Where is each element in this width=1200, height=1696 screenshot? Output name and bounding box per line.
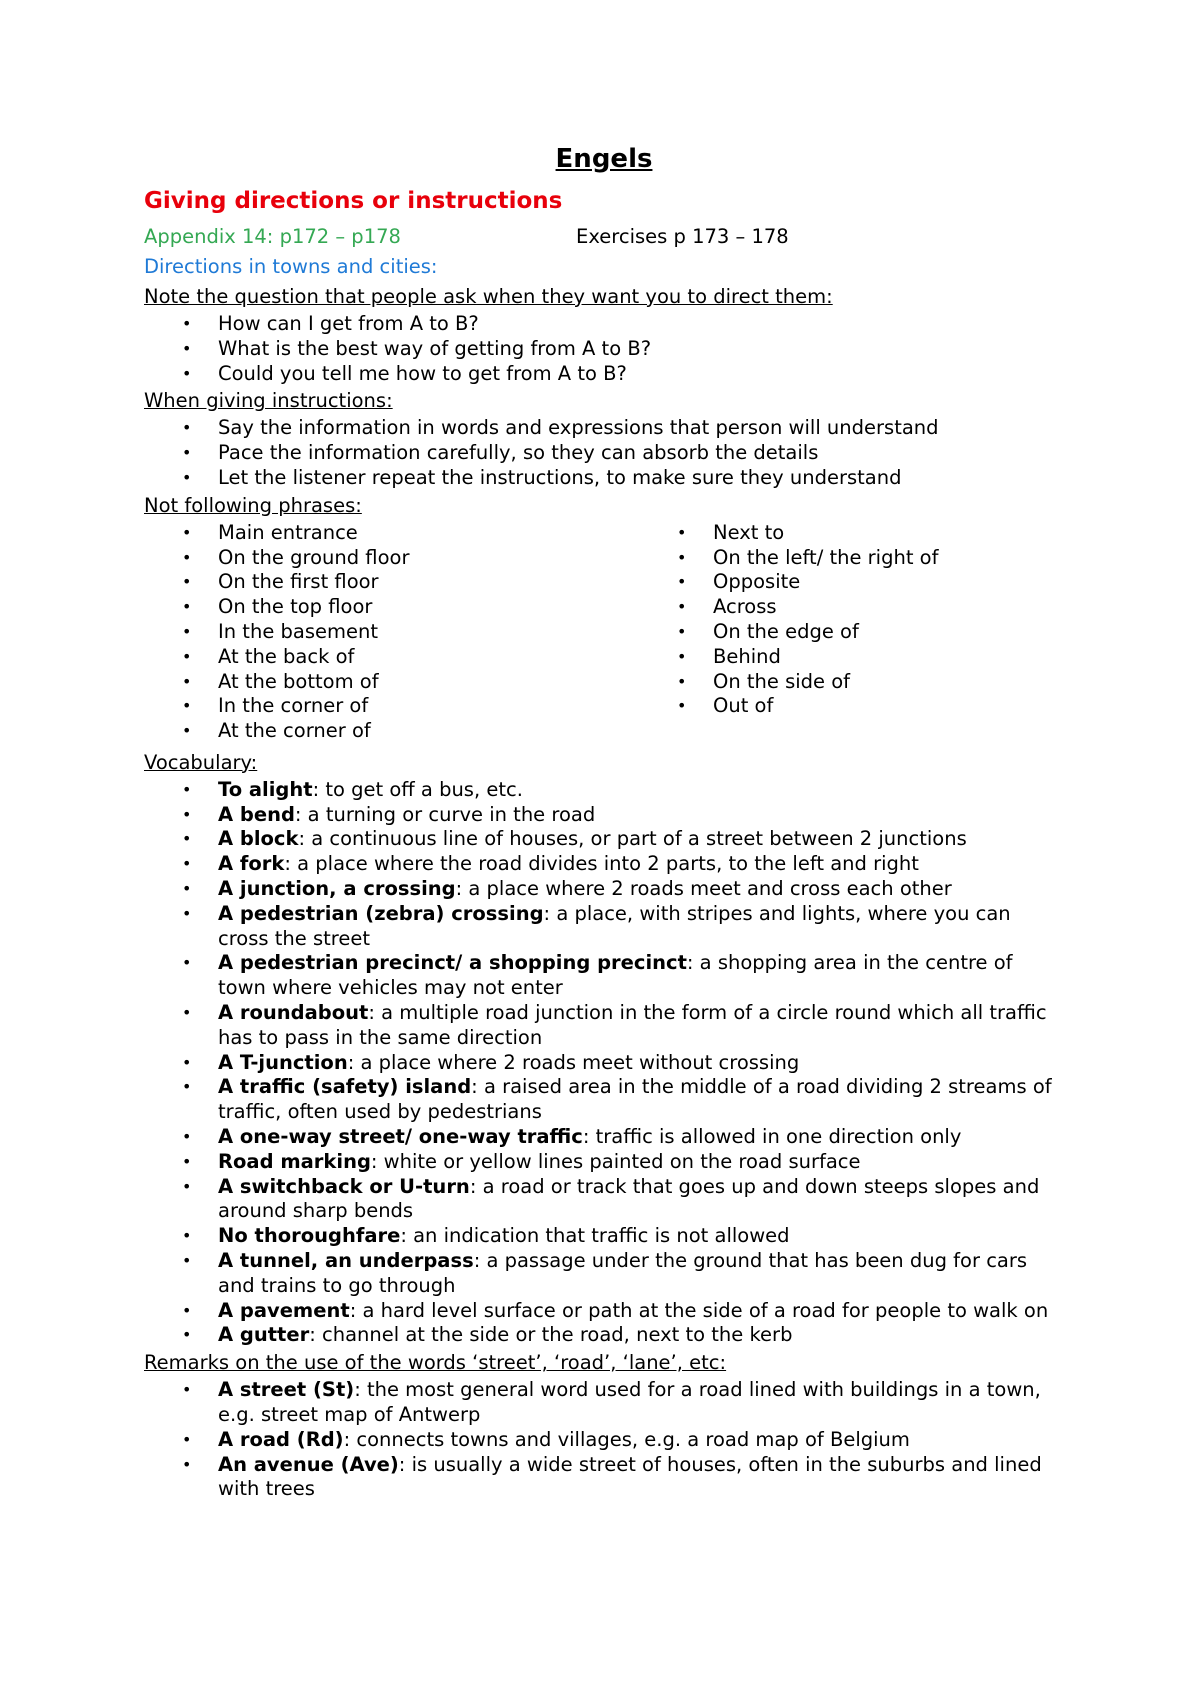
vocabulary-item <box>144 1299 1064 1324</box>
vocabulary-item-definition: : a place, with stripes and lights, where you can cross the street <box>218 901 1011 950</box>
bullet-icon: • <box>182 1002 192 1022</box>
bullet-icon: • <box>182 572 192 592</box>
vocabulary-item-definition: : channel at the side or the road, next to the kerb <box>309 1323 793 1347</box>
vocabulary-item-term: A switchback or U-turn <box>218 1174 470 1198</box>
bullet-icon: • <box>677 547 687 567</box>
bullet-icon: • <box>182 363 192 383</box>
instruction-item <box>144 441 1064 466</box>
instruction-item-text: Let the listener repeat the instructions, to make sure they understand <box>218 465 902 489</box>
bullet-icon: • <box>182 903 192 923</box>
remark-item <box>144 1453 1064 1503</box>
vocabulary-item <box>144 1175 1064 1225</box>
directions-heading: Directions in towns and cities: <box>144 255 438 278</box>
vocabulary-item <box>144 1125 1064 1150</box>
phrases-left-list <box>144 521 624 744</box>
phrase-item-text: At the corner of <box>218 719 371 743</box>
bullet-icon: • <box>182 597 192 617</box>
bullet-icon: • <box>182 443 192 463</box>
vocabulary-item-term: A T-junction <box>218 1050 348 1074</box>
vocabulary-item-term: A traffic (safety) island <box>218 1075 472 1099</box>
vocabulary-item <box>144 803 1064 828</box>
bullet-icon: • <box>677 522 687 542</box>
vocabulary-item <box>144 1051 1064 1076</box>
vocabulary-item-term: A one-way street/ one-way traffic <box>218 1124 583 1148</box>
instruction-item <box>144 416 1064 441</box>
vocabulary-item <box>144 1224 1064 1249</box>
phrase-item <box>639 620 1059 645</box>
bullet-icon: • <box>182 1052 192 1072</box>
phrase-item <box>144 719 624 744</box>
vocabulary-list <box>144 778 1064 1348</box>
phrase-item <box>639 694 1059 719</box>
phrase-item-text: On the ground floor <box>218 545 410 569</box>
vocabulary-item-definition: : a place where 2 roads meet without crossing <box>347 1050 800 1074</box>
vocabulary-item <box>144 778 1064 803</box>
remarks-list <box>144 1378 1064 1502</box>
phrase-item <box>144 620 624 645</box>
bullet-icon: • <box>182 1300 192 1320</box>
phrase-item-text: Out of <box>713 694 774 718</box>
bullet-icon: • <box>677 621 687 641</box>
phrases-right-list <box>639 521 1059 719</box>
vocabulary-item-term: A pedestrian precinct/ a shopping precinct <box>218 951 687 975</box>
question-item <box>144 362 1064 387</box>
phrase-item <box>144 595 624 620</box>
bullet-icon: • <box>182 467 192 487</box>
bullet-icon: • <box>182 1077 192 1097</box>
vocabulary-item <box>144 1249 1064 1299</box>
vocabulary-item <box>144 852 1064 877</box>
vocabulary-item-definition: : a continuous line of houses, or part of a street between 2 junctions <box>298 827 967 851</box>
phrases-heading: Not following phrases: <box>144 493 362 517</box>
instruction-item-text: Pace the information carefully, so they can absorb the details <box>218 441 819 465</box>
vocabulary-item <box>144 902 1064 952</box>
bullet-icon: • <box>182 829 192 849</box>
phrase-item-text: On the top floor <box>218 595 373 619</box>
phrase-item-text: Next to <box>713 520 785 544</box>
vocabulary-item-definition: : a shopping area in the centre of town where vehicles may not enter <box>218 951 1013 1000</box>
bullet-icon: • <box>677 646 687 666</box>
vocabulary-item-definition: : a passage under the ground that has been dug for cars and trains to go through <box>218 1248 1028 1297</box>
vocabulary-item-term: A block <box>218 827 299 851</box>
remark-item-term: An avenue (Ave) <box>218 1452 399 1476</box>
bullet-icon: • <box>182 878 192 898</box>
bullet-icon: • <box>182 1176 192 1196</box>
instructions-heading: When giving instructions: <box>144 389 393 413</box>
remark-item <box>144 1378 1064 1428</box>
phrases-columns <box>144 521 1064 748</box>
phrase-item-text: Main entrance <box>218 520 358 544</box>
vocabulary-item-term: To alight <box>218 777 313 801</box>
question-item <box>144 337 1064 362</box>
appendix-reference: Appendix 14: p172 – p178 <box>144 225 401 248</box>
vocabulary-item-term: A bend <box>218 802 295 826</box>
vocabulary-item-definition: : a multiple road junction in the form of a circle round which all traffic has to pass in the same direction <box>218 1000 1047 1049</box>
phrase-item-text: In the basement <box>218 619 378 643</box>
remark-item-term: A street (St) <box>218 1378 355 1402</box>
phrase-item <box>144 670 624 695</box>
remarks-heading: Remarks on the use of the words ‘street’, ‘road’, ‘lane’, etc: <box>144 1351 727 1375</box>
bullet-icon: • <box>182 621 192 641</box>
phrase-item-text: At the bottom of <box>218 669 379 693</box>
phrase-item <box>639 570 1059 595</box>
phrase-item <box>144 521 624 546</box>
phrase-item <box>144 645 624 670</box>
vocabulary-item-term: A roundabout <box>218 1000 369 1024</box>
vocabulary-item-term: A junction, a crossing <box>218 876 456 900</box>
phrase-item-text: On the first floor <box>218 570 379 594</box>
bullet-icon: • <box>677 696 687 716</box>
question-item-text: Could you tell me how to get from A to B? <box>218 361 627 385</box>
phrase-item-text: Opposite <box>713 570 801 594</box>
bullet-icon: • <box>182 547 192 567</box>
vocabulary-item-definition: : a road or track that goes up and down steeps slopes and around sharp bends <box>218 1174 1040 1223</box>
bullet-icon: • <box>677 597 687 617</box>
phrase-item <box>639 521 1059 546</box>
vocabulary-item-definition: : a place where the road divides into 2 parts, to the left and right <box>284 852 919 876</box>
vocabulary-item <box>144 1075 1064 1125</box>
bullet-icon: • <box>182 854 192 874</box>
vocabulary-item-definition: : white or yellow lines painted on the road surface <box>370 1149 861 1173</box>
bullet-icon: • <box>182 418 192 438</box>
phrase-item-text: On the edge of <box>713 619 859 643</box>
vocabulary-item-term: A gutter <box>218 1323 310 1347</box>
phrase-item <box>639 595 1059 620</box>
bullet-icon: • <box>182 1325 192 1345</box>
phrase-item-text: Across <box>713 595 777 619</box>
bullet-icon: • <box>182 953 192 973</box>
vocabulary-item-term: No thoroughfare <box>218 1224 401 1248</box>
vocabulary-item <box>144 877 1064 902</box>
vocabulary-item <box>144 1150 1064 1175</box>
bullet-icon: • <box>182 779 192 799</box>
remark-item-definition: : is usually a wide street of houses, often in the suburbs and lined with trees <box>218 1452 1042 1501</box>
phrase-item-text: Behind <box>713 644 781 668</box>
bullet-icon: • <box>182 1380 192 1400</box>
appendix-line <box>144 222 1064 252</box>
phrase-item <box>639 670 1059 695</box>
question-heading: Note the question that people ask when they want you to direct them: <box>144 285 833 308</box>
bullet-icon: • <box>182 646 192 666</box>
remark-item-definition: : the most general word used for a road lined with buildings in a town, e.g. street map of Antwerp <box>218 1378 1041 1426</box>
bullet-icon: • <box>182 671 192 691</box>
questions-list <box>144 312 1064 386</box>
bullet-icon: • <box>182 314 192 333</box>
vocabulary-item <box>144 1323 1064 1348</box>
vocabulary-item-term: A pavement <box>218 1298 350 1322</box>
instruction-item <box>144 466 1064 491</box>
vocabulary-item-definition: : a hard level surface or path at the side of a road for people to walk on <box>349 1298 1049 1322</box>
vocabulary-item <box>144 951 1064 1001</box>
vocabulary-item <box>144 827 1064 852</box>
phrase-item <box>639 546 1059 571</box>
remark-item-term: A road (Rd) <box>218 1427 344 1451</box>
bullet-icon: • <box>182 1226 192 1246</box>
phrase-item <box>144 694 624 719</box>
subtitle: Giving directions or instructions <box>144 188 563 214</box>
vocabulary-item-term: A pedestrian (zebra) crossing <box>218 901 544 925</box>
phrase-item <box>639 645 1059 670</box>
question-item <box>144 312 1064 337</box>
bullet-icon: • <box>182 1151 192 1171</box>
exercises-reference: Exercises p 173 – 178 <box>576 225 789 248</box>
phrase-item <box>144 546 624 571</box>
bullet-icon: • <box>677 671 687 691</box>
phrase-item-text: At the back of <box>218 644 355 668</box>
bullet-icon: • <box>182 721 192 741</box>
bullet-icon: • <box>182 522 192 542</box>
vocabulary-item-definition: : to get off a bus, etc. <box>312 777 523 801</box>
vocabulary-item <box>144 1001 1064 1051</box>
phrase-item-text: In the corner of <box>218 694 369 718</box>
remark-item <box>144 1428 1064 1453</box>
phrase-item-text: On the side of <box>713 669 851 693</box>
page-title: Engels <box>555 144 653 174</box>
vocabulary-item-definition: : an indication that traffic is not allowed <box>400 1224 790 1248</box>
bullet-icon: • <box>182 338 192 358</box>
bullet-icon: • <box>182 1126 192 1146</box>
phrase-item <box>144 570 624 595</box>
question-item-text: How can I get from A to B? <box>218 312 479 335</box>
bullet-icon: • <box>182 1429 192 1449</box>
instruction-item-text: Say the information in words and expressions that person will understand <box>218 416 939 440</box>
bullet-icon: • <box>677 572 687 592</box>
bullet-icon: • <box>182 696 192 716</box>
vocabulary-heading: Vocabulary: <box>144 750 258 774</box>
remark-item-definition: : connects towns and villages, e.g. a road map of Belgium <box>343 1427 910 1451</box>
phrase-item-text: On the left/ the right of <box>713 545 939 569</box>
instructions-list <box>144 416 1064 490</box>
vocabulary-item-term: Road marking <box>218 1149 371 1173</box>
bullet-icon: • <box>182 1454 192 1474</box>
question-item-text: What is the best way of getting from A to B? <box>218 336 652 360</box>
vocabulary-item-definition: : a turning or curve in the road <box>294 802 596 826</box>
document-page <box>144 144 1064 1502</box>
vocabulary-item-definition: : traffic is allowed in one direction only <box>582 1124 962 1148</box>
bullet-icon: • <box>182 1250 192 1270</box>
vocabulary-item-definition: : a raised area in the middle of a road dividing 2 streams of traffic, often used by pedestrians <box>218 1075 1052 1124</box>
vocabulary-item-term: A tunnel, an underpass <box>218 1248 474 1272</box>
bullet-icon: • <box>182 804 192 824</box>
vocabulary-item-term: A fork <box>218 852 285 876</box>
vocabulary-item-definition: : a place where 2 roads meet and cross each other <box>455 876 952 900</box>
